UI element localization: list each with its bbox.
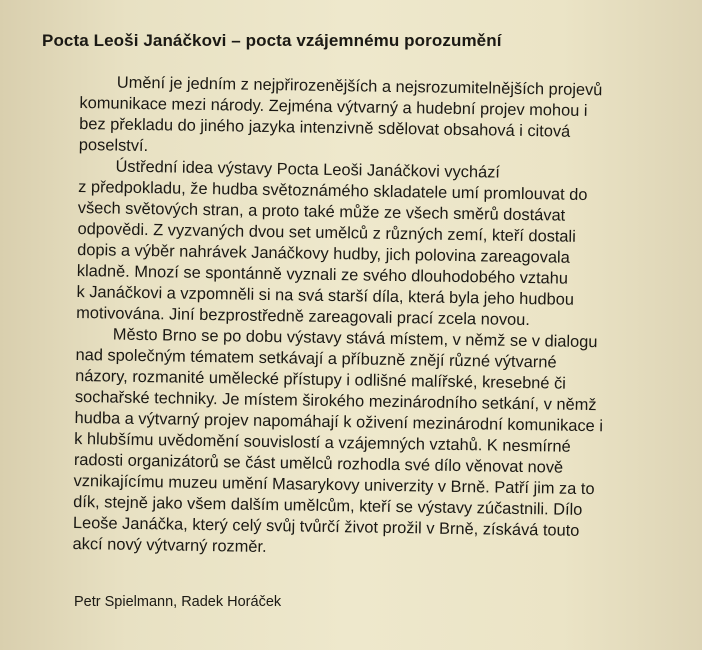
text-line: akcí nový výtvarný rozměr. <box>72 534 267 556</box>
text-line: komunikace mezi národy. Zejména výtvarný a hudební projev mohou i <box>79 93 588 120</box>
text-line: odpovědi. Z vyzvaných dvou set umělců z různých zemí, kteří dostali <box>77 219 576 246</box>
text-line: Umění je jedním z nejpřirozenějších a nejsrozumitelnějších projevů <box>116 73 603 100</box>
text-line: kladně. Mnozí se spontánně vyznali ze svého dlouhodobého vztahu <box>76 261 569 288</box>
text-line: Ústřední idea výstavy Pocta Leoši Janáčkovi vychází <box>115 157 501 182</box>
text-line: motivována. Jiní bezprostředně zareagovali prací zcela novou. <box>76 303 531 330</box>
body-text <box>72 72 700 565</box>
text-line: k hlubšímu uvědomění souvislostí a vzájemných vztahů. K nesmírné <box>74 429 571 456</box>
text-line: poselství. <box>78 135 149 156</box>
text-line: nad společným tématem setkávají a příbuzně znějí různé výtvarné <box>75 345 557 372</box>
signature-authors: Petr Spielmann, Radek Horáček <box>74 594 282 610</box>
text-line: sochařské techniky. Je místem širokého mezinárodního setkání, v němž <box>74 387 597 415</box>
text-line: z předpokladu, že hudba světoznámého skladatele umí promlouvat do <box>78 177 588 204</box>
text-line: bez překladu do jiného jazyka intenzivně sdělovat obsahová i citová <box>79 114 571 141</box>
text-line: radosti organizátorů se část umělců rozhodla své dílo věnovat nově <box>73 450 564 477</box>
text-line: názory, rozmanité umělecké přístupy i odlišné malířské, kresebné či <box>75 366 567 393</box>
text-line: hudba a výtvarný projev napomáhají k oživení mezinárodní komunikace i <box>74 408 604 436</box>
text-line: Leoše Janáčka, který celý svůj tvůrčí život prožil v Brně, získává touto <box>72 513 580 540</box>
text-line: vznikajícímu muzeu umění Masarykovy univerzity v Brně. Patří jim za to <box>73 471 595 499</box>
text-line: všech světových stran, a proto také může ze všech směrů dostávat <box>77 198 566 225</box>
text-line: k Janáčkovi a vzpomněli si na svá starší díla, která byla jeho hudbou <box>76 282 575 309</box>
text-line: dík, stejně jako všem dalším umělcům, kteří se výstavy zúčastnili. Dílo <box>73 492 583 519</box>
text-line: dopis a výběr nahrávek Janáčkovy hudby, jich polovina zareagovala <box>77 240 570 267</box>
text-line: Město Brno se po dobu výstavy stává místem, v němž se v dialogu <box>112 325 598 352</box>
document-title: Pocta Leoši Janáčkovi – pocta vzájemnému porozumění <box>42 31 502 50</box>
